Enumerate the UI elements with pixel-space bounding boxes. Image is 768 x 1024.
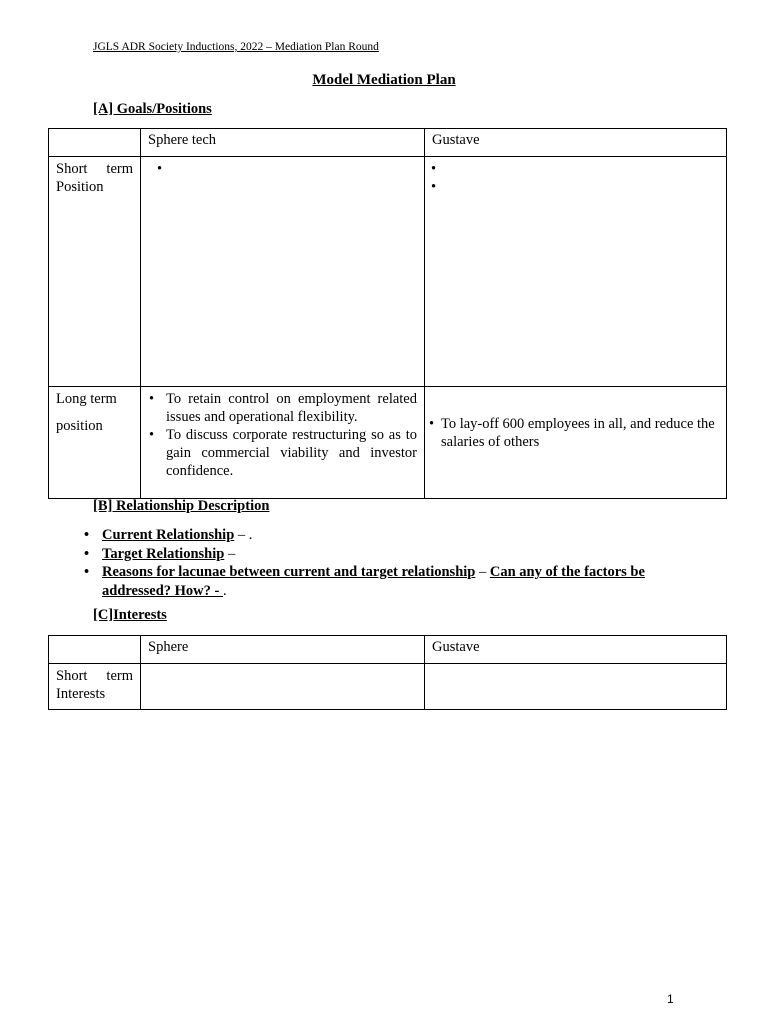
row-label-long-term <box>49 387 141 499</box>
header-cell-sphere: Sphere tech <box>141 129 425 157</box>
section-a-heading: [A] Goals/Positions <box>93 101 212 117</box>
page-header: JGLS ADR Society Inductions, 2022 – Mediation Plan Round <box>93 41 379 53</box>
table-row-short-term <box>49 157 727 387</box>
page-number: 1 <box>667 992 674 1006</box>
list-item: • Reasons for lacunae between current and target relationship – Can any of the factors be addressed? How? - . <box>84 564 645 599</box>
table-row-short-term <box>49 664 727 710</box>
label-word: term <box>106 668 133 684</box>
sphere-long-term-cell <box>141 387 425 499</box>
label-word: Long term <box>56 391 117 407</box>
label-word: Interests <box>56 686 106 702</box>
list-item: • To discuss corporate restructuring so as to gain commercial viability and investor confidence. <box>149 427 417 479</box>
sphere-long-term-list <box>147 390 417 480</box>
header-cell-gustave: Gustave <box>425 129 727 157</box>
corner-cell <box>49 129 141 157</box>
interests-table <box>48 635 727 710</box>
list-item: • Current Relationship – . <box>84 527 253 543</box>
list-item: • To lay-off 600 employees in all, and reduce the salaries of others <box>429 416 715 450</box>
list-item: • Target Relationship – <box>84 545 236 562</box>
gustave-short-term-cell <box>425 664 727 710</box>
list-item: • To retain control on employment related issues and operational flexibility. <box>149 391 417 425</box>
section-b-heading: [B] Relationship Description <box>93 498 270 514</box>
row-label-short-term <box>49 157 141 387</box>
row-label-short-term <box>49 664 141 710</box>
section-c-heading: [C]Interests <box>93 607 167 623</box>
bullet-point: • <box>431 179 437 195</box>
label-word: position <box>56 418 103 434</box>
table-header-row <box>49 636 727 664</box>
document-title: Model Mediation Plan <box>312 72 456 88</box>
header-cell-gustave: Gustave <box>425 636 727 664</box>
label-word: Short <box>56 668 88 684</box>
label-word: term <box>106 161 133 177</box>
gustave-long-term-list <box>429 415 719 451</box>
bullet-point: • <box>431 161 437 177</box>
bullet-point: • <box>157 161 163 177</box>
sphere-short-term-cell <box>141 157 425 387</box>
corner-cell <box>49 636 141 664</box>
sphere-short-term-cell <box>141 664 425 710</box>
gustave-short-term-cell <box>425 157 727 387</box>
header-cell-sphere: Sphere <box>141 636 425 664</box>
label-word: Position <box>56 179 104 195</box>
gustave-long-term-cell <box>425 387 727 499</box>
goals-positions-table <box>48 128 727 499</box>
relationship-list <box>84 526 684 600</box>
table-row-long-term <box>49 387 727 499</box>
table-header-row <box>49 129 727 157</box>
label-word: Short <box>56 161 88 177</box>
